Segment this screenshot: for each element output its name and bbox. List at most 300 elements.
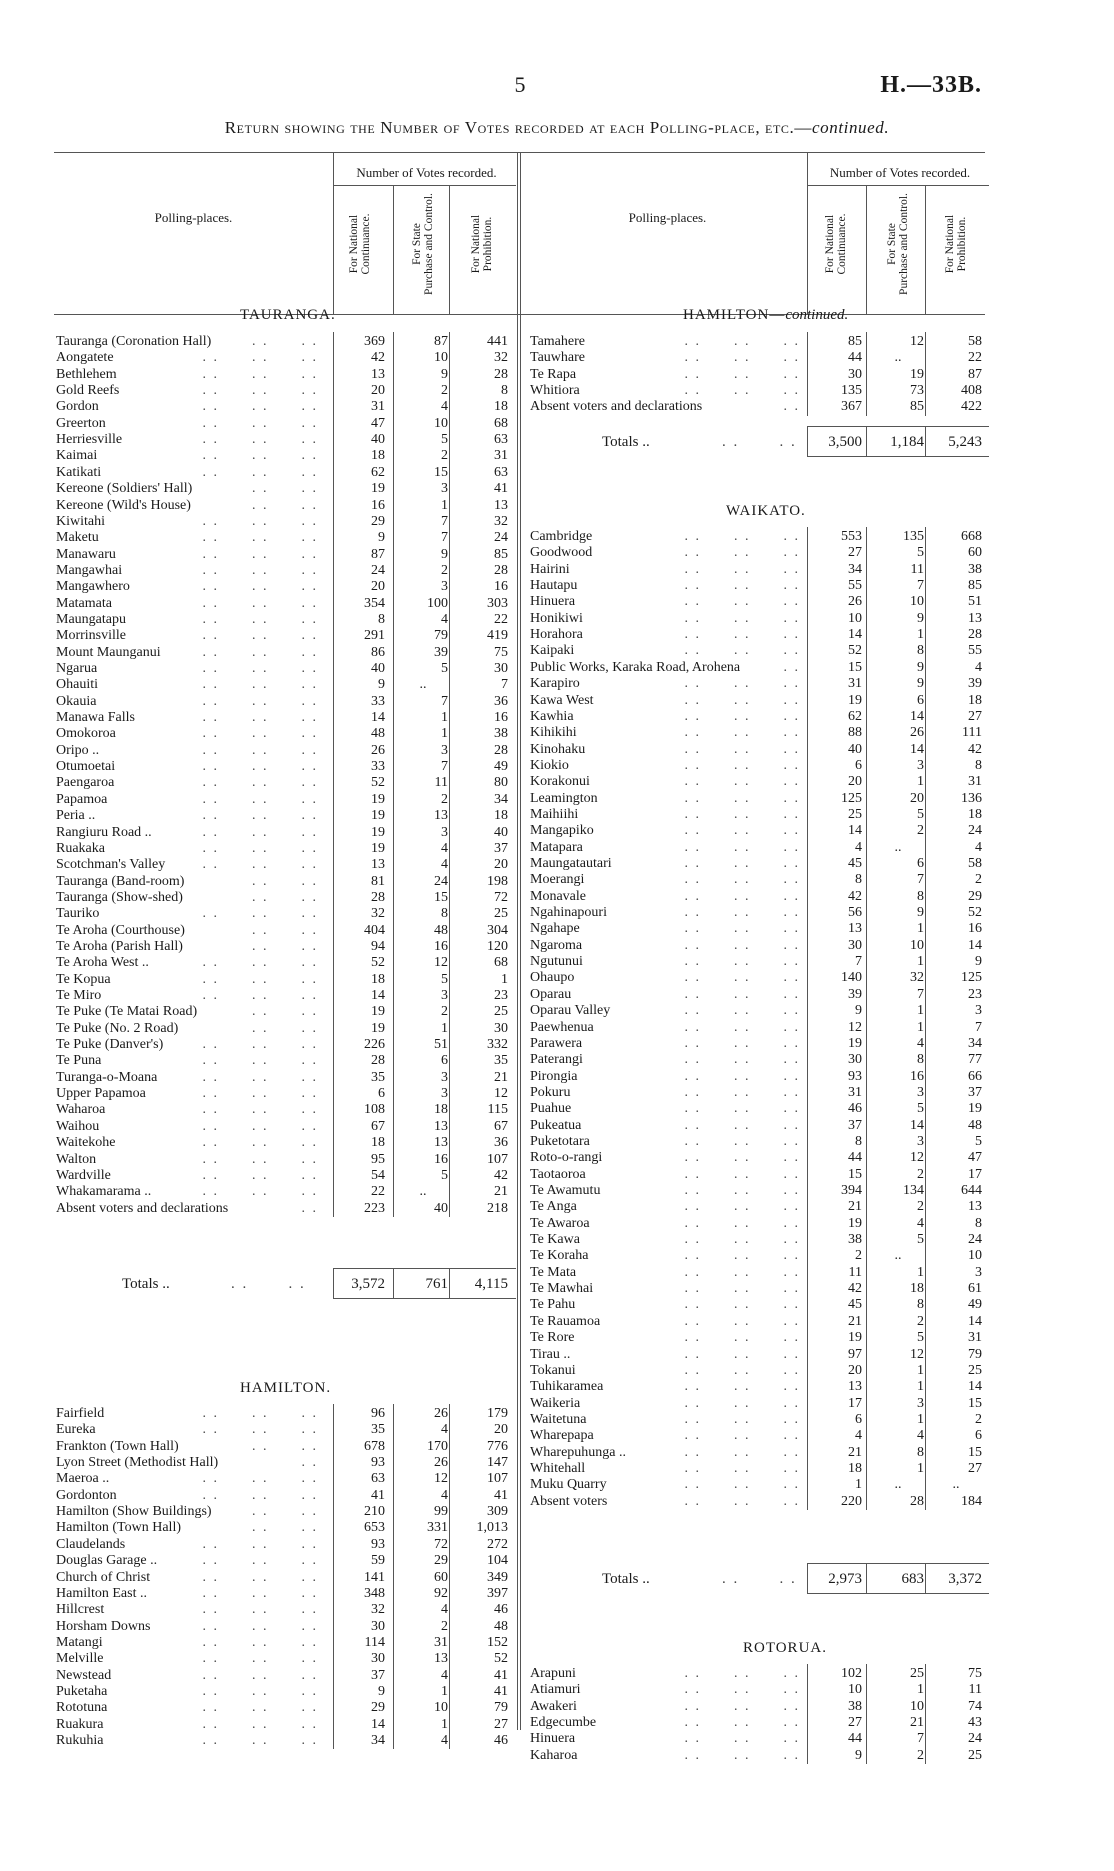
polling-place-name: Kereone (Wild's House) [56,497,191,513]
vote-count-col2: 3 [441,742,448,758]
divider-line-left [517,152,518,1730]
polling-place-name: Te Awaroa [530,1215,590,1231]
dot-leader: . . . . . . [202,1422,318,1438]
vote-count-col1: 42 [371,350,385,366]
dot-leader: . . . . . . [202,611,318,627]
polling-place-name: Kawa West [530,692,594,708]
left-tauranga-row [56,1070,512,1086]
polling-place-name: Frankton (Town Hall) [56,1438,179,1454]
polling-place-name: Pirongia [530,1068,578,1084]
dot-leader: . . . . . . [684,1003,800,1019]
vote-count-col3: 1 [501,971,508,987]
vote-count-col1: 21 [848,1444,862,1460]
dot-leader: . . . . . . [202,726,318,742]
vote-count-col3: 15 [968,1395,982,1411]
dot-leader: . . . . . . [684,1199,800,1215]
vote-count-col2: 9 [441,546,448,562]
vote-count-col2: 72 [434,1536,448,1552]
polling-place-name: Te Mata [530,1264,577,1280]
vote-count-col2: 26 [434,1406,448,1421]
vote-count-col3: 7 [975,1019,982,1035]
dot-leader: . . . . [251,334,318,349]
dot-leader: . . . . . . [684,1379,800,1395]
vote-count-col3: 422 [961,399,982,415]
polling-place-name: Te Kopua [56,971,111,987]
polling-place-name: Te Pahu [530,1297,576,1313]
vote-count-col2: 32 [910,970,924,986]
left-col-header-text-3: For National Prohibition. [469,214,494,274]
polling-place-name: Maungatautari [530,856,612,871]
left-tauranga-row [56,481,512,497]
left-hamilton-row [56,1406,512,1422]
dot-leader: . . . . . . [684,1428,800,1444]
left-tauranga-row [56,923,512,939]
vote-count-col2: 1 [441,1683,448,1699]
vote-count-col3: 120 [487,938,508,954]
left-tauranga-row [56,874,512,890]
right-waikato-row [530,791,985,807]
vote-count-col3: 15 [968,1444,982,1460]
left-tauranga-totals-col-rule-3 [449,1268,450,1298]
left-col-header-text-2: For State Purchase and Control. [411,193,435,295]
dot-leader: . . . . . . [684,610,800,626]
dot-leader: . . . . [722,434,797,450]
left-tauranga-row [56,661,512,677]
vote-count-col2: 2 [917,1313,924,1329]
polling-place-name: Te Puke (No. 2 Road) [56,1020,179,1036]
left-tauranga-row [56,1135,512,1151]
vote-count-col2: 5 [917,1232,924,1248]
right-rotorua-col-rule-1 [807,1664,808,1764]
totals-label: Totals .. [122,1276,170,1292]
vote-count-col2: 8 [917,1444,924,1460]
left-tauranga-row [56,399,512,415]
left-col-rule-2 [393,185,394,314]
left-tauranga-row [56,383,512,399]
vote-count-col1: 14 [371,710,385,726]
left-tauranga-row [56,612,512,628]
dot-leader: . . . . . . [202,1118,318,1134]
dot-leader: . . . . . . [202,1037,318,1053]
vote-count-col3: 22 [968,350,982,366]
dot-leader: . . . . [251,481,318,497]
vote-count-col1: 22 [371,1184,385,1200]
right-waikato-row [530,660,985,676]
vote-count-col2: 11 [434,775,448,791]
polling-place-name: Maungatapu [56,611,126,627]
vote-count-col3: 25 [494,1004,508,1020]
vote-count-col2: 7 [917,578,924,594]
polling-place-name: Te Rore [530,1330,575,1346]
vote-count-col1: 29 [371,513,385,529]
polling-place-name: Whitiora [530,383,580,399]
polling-place-name: Ruakura [56,1716,104,1732]
dot-leader: . . . . . . [202,350,318,366]
dot-leader: . . . . . . [202,971,318,987]
polling-place-name: Absent voters and declarations [56,1200,229,1216]
vote-count-col1: 348 [364,1585,385,1601]
dot-leader: . . . . . . [684,643,800,659]
polling-place-name: Te Rapa [530,366,577,382]
vote-count-col1: 34 [371,1733,385,1748]
vote-count-col2: 20 [910,790,924,806]
vote-count-col3: 36 [494,693,508,709]
vote-count-col3: 25 [494,906,508,922]
polling-place-name: Te Aroha (Parish Hall) [56,938,183,954]
dot-leader: . . . . . . [684,627,800,643]
left-tauranga-totals-col-rule-1 [333,1268,334,1298]
polling-place-name: Tauranga (Coronation Hall) [56,334,212,349]
vote-count-col3: 60 [968,545,982,561]
dot-leader: . . . . . . [684,905,800,921]
polling-place-name: Whitehall [530,1460,586,1476]
vote-count-col2: 7 [441,759,448,775]
dot-leader: . . . . . . [202,693,318,709]
left-tauranga-totals-col-rule-2 [393,1268,394,1298]
polling-place-name: Kaimai [56,448,98,464]
vote-count-col2: 16 [910,1068,924,1084]
vote-count-col2: 12 [434,955,448,971]
dot-leader: . . . . . . [202,1069,318,1085]
right-waikato-row [530,1036,985,1052]
dot-leader: . . . . . . [202,415,318,431]
polling-place-name: Leamington [530,790,598,806]
vote-count-col1: 140 [841,970,862,986]
dot-leader: . . . . . . [684,806,800,822]
vote-count-col2: 4 [441,840,448,856]
right-waikato-row [530,987,985,1003]
dot-leader: . . . . . . [202,546,318,562]
polling-place-name: Tamahere [530,334,585,349]
right-waikato-row [530,578,985,594]
vote-count-col2: 15 [434,889,448,905]
dot-leader: . . . . . . [684,741,800,757]
vote-count-col3: 23 [968,986,982,1002]
polling-place-name: Paewhenua [530,1019,594,1035]
right-col-rule-3 [925,185,926,314]
vote-count-col1: 291 [364,628,385,644]
left-tauranga-row [56,628,512,644]
vote-count-col3: 32 [494,350,508,366]
left-tauranga-row [56,416,512,432]
dot-leader: . . . . . . [684,1313,800,1329]
dot-leader: . . . . . . [202,710,318,726]
vote-count-col1: 30 [848,1052,862,1068]
totals-label: Totals .. [602,434,650,450]
vote-count-col3: 309 [487,1504,508,1520]
dot-leader: . . . . . . [684,1150,800,1166]
right-waikato-row [530,643,985,659]
vote-count-col1: 30 [371,1618,385,1634]
vote-count-col2: 3 [441,1086,448,1102]
dot-leader: . . . . . . [202,661,318,676]
left-col-rule-3 [449,185,450,314]
polling-place-name: Okauia [56,693,97,709]
left-hamilton-row [56,1488,512,1504]
right-hamilton_cont-row [530,367,985,383]
right-polling-places-header: Polling-places. [628,210,707,225]
vote-count-col3: 16 [494,579,508,595]
right-waikato-row [530,1347,985,1363]
vote-count-col1: 81 [371,873,385,889]
polling-place-name: Turanga-o-Moana [56,1069,158,1085]
left-tauranga-row [56,1168,512,1184]
vote-count-col2: 60 [434,1569,448,1585]
left-col-header-3 [471,196,493,292]
vote-count-col1: 28 [371,1053,385,1069]
vote-count-col1: 9 [378,677,385,693]
dot-leader: . . . . . . [684,856,800,871]
dot-leader: . . . . . . [202,399,318,415]
dot-leader: . . . . . . [202,1553,318,1569]
vote-count-col1: 18 [371,971,385,987]
vote-count-col1: 9 [855,1747,862,1763]
vote-count-col1: 33 [371,759,385,775]
vote-count-col3: 18 [968,806,982,822]
vote-count-col2: 13 [434,1118,448,1134]
vote-count-col3: 48 [968,1117,982,1133]
polling-place-name: Tuhikaramea [530,1379,604,1395]
polling-place-name: Gold Reefs [56,383,120,399]
vote-count-col2: 14 [910,708,924,724]
dot-leader: . . . . . . [202,824,318,840]
right-waikato-row [530,1297,985,1313]
vote-count-col1: 125 [841,790,862,806]
vote-count-col3: 28 [494,562,508,578]
vote-count-col2: 40 [434,1200,448,1216]
dot-leader: . . . . . . [684,1395,800,1411]
vote-count-col2: 85 [910,399,924,415]
left-hamilton-row [56,1537,512,1553]
vote-count-col3: 10 [968,1248,982,1264]
vote-count-col3: 22 [494,611,508,627]
vote-count-col2: 5 [441,1167,448,1183]
vote-count-col3: 28 [494,366,508,382]
right-waikato-row [530,1183,985,1199]
polling-place-name: Rototuna [56,1700,108,1716]
left-col-header-2 [411,193,435,295]
vote-count-col1: 19 [371,808,385,824]
polling-place-name: Wharepapa [530,1428,594,1444]
vote-count-col3: 75 [494,644,508,660]
vote-count-col1: 7 [855,954,862,970]
polling-place-name: Honikiwi [530,610,583,626]
right-hamilton_cont-col-rule-2 [866,332,867,416]
right-waikato-row [530,709,985,725]
dot-leader: . . [783,659,800,675]
right-hamilton_cont-totals-rule-bottom [807,456,989,457]
dot-leader: . . . . . . [202,1406,318,1421]
vote-count-col1: 41 [371,1487,385,1503]
polling-place-name: Wharepuhunga .. [530,1444,627,1460]
dot-leader: . . . . . . [202,464,318,480]
right-waikato-row [530,1248,985,1264]
polling-place-name: Ngahape [530,921,580,937]
polling-place-name: Horahora [530,627,583,643]
dot-leader: . . . . . . [684,1248,800,1264]
polling-place-name: Tokanui [530,1362,576,1378]
vote-count-col2: 31 [434,1634,448,1650]
vote-count-col2: .. [419,677,427,693]
vote-count-col3: 66 [968,1068,982,1084]
vote-count-col2: 7 [917,872,924,888]
vote-count-col1: 9 [855,1003,862,1019]
vote-count-col2: 7 [441,693,448,709]
vote-count-col3: 4 [975,839,982,855]
vote-count-col1: 19 [371,791,385,807]
vote-count-col1: 15 [848,659,862,675]
dot-leader: . . . . . . [684,1117,800,1133]
vote-count-col1: 9 [378,1683,385,1699]
vote-count-col3: 58 [968,856,982,871]
right-waikato-row [530,1396,985,1412]
vote-count-col2: 25 [910,1666,924,1681]
dot-leader: . . . . . . [202,955,318,971]
right-waikato-row [530,807,985,823]
vote-count-col3: 67 [494,1118,508,1134]
vote-count-col1: 40 [371,661,385,676]
vote-count-col1: 14 [848,627,862,643]
left-tauranga-row [56,645,512,661]
vote-count-col2: 1 [441,710,448,726]
vote-count-col3: 147 [487,1455,508,1471]
vote-count-col1: 21 [848,1199,862,1215]
vote-count-col2: 7 [917,1731,924,1747]
vote-count-col1: 16 [371,497,385,513]
dot-leader: . . . . . . [202,808,318,824]
polling-place-name: Katikati [56,464,102,480]
vote-count-col1: 18 [371,448,385,464]
vote-count-col1: 20 [848,774,862,790]
vote-count-col1: 32 [371,906,385,922]
right-waikato-row [530,1232,985,1248]
vote-count-col3: 9 [975,954,982,970]
vote-count-col3: 27 [968,708,982,724]
vote-count-col2: 2 [917,1166,924,1182]
vote-count-col1: 18 [371,1135,385,1151]
vote-count-col3: 28 [494,742,508,758]
polling-place-name: Maketu [56,530,99,546]
vote-count-col2: 3 [441,1069,448,1085]
polling-place-name: Paengaroa [56,775,115,791]
polling-place-name: Ngahinapouri [530,905,607,921]
left-col-header-text-1: For National Continuance. [348,213,372,275]
dot-leader: . . . . . . [684,1346,800,1362]
vote-count-col3: 35 [494,1053,508,1069]
polling-place-name: Church of Christ [56,1569,151,1585]
vote-count-col3: 42 [968,741,982,757]
vote-count-col2: 3 [917,1133,924,1149]
vote-count-col1: 67 [371,1118,385,1134]
vote-count-col3: 179 [487,1406,508,1421]
polling-place-name: Newstead [56,1667,112,1683]
vote-count-col2: 1 [917,1003,924,1019]
left-col-header-1 [349,196,371,292]
total-col3: 5,243 [948,434,982,450]
vote-count-col3: 18 [968,692,982,708]
left-tauranga-row [56,1152,512,1168]
polling-place-name: Hillcrest [56,1602,105,1618]
dot-leader: . . . . . . [684,383,800,399]
right-hamilton_cont-row [530,334,985,350]
vote-count-col3: 20 [494,857,508,873]
vote-count-col1: 9 [378,530,385,546]
dot-leader: . . . . . . [684,1330,800,1346]
left-tauranga-row [56,841,512,857]
vote-count-col3: 20 [494,1422,508,1438]
polling-place-name: Kiokio [530,757,569,773]
left-tauranga-row [56,1201,512,1217]
dot-leader: . . . . . . [684,594,800,610]
vote-count-col2: 12 [910,1346,924,1362]
vote-count-col1: 11 [848,1264,862,1280]
polling-place-name: Mangapiko [530,823,594,839]
vote-count-col3: 32 [494,513,508,529]
vote-count-col1: 135 [841,383,862,399]
vote-count-col2: .. [894,1248,902,1264]
vote-count-col1: 20 [371,383,385,399]
polling-place-name: Kihikihi [530,725,577,741]
right-waikato-row [530,1281,985,1297]
polling-place-name: Tauwhare [530,350,585,366]
vote-count-col3: 48 [494,1618,508,1634]
right-waikato-row [530,627,985,643]
vote-count-col2: 2 [917,1747,924,1763]
polling-place-name: Waihou [56,1118,100,1134]
polling-place-name: Te Koraha [530,1248,589,1264]
right-rotorua-col-rule-3 [925,1664,926,1764]
vote-count-col2: 16 [434,1151,448,1167]
left-hamilton-row [56,1570,512,1586]
vote-count-col1: 37 [848,1117,862,1133]
vote-count-col1: 44 [848,1150,862,1166]
vote-count-col2: 8 [917,1297,924,1313]
dot-leader: . . . . . . [202,530,318,546]
dot-leader: . . . . . . [684,823,800,839]
vote-count-col1: 19 [848,1035,862,1051]
dot-leader: . . . . . . [684,1666,800,1681]
right-waikato-row [530,1494,985,1510]
vote-count-col3: 18 [494,808,508,824]
polling-place-name: Scotchman's Valley [56,857,166,873]
left-tauranga-row [56,710,512,726]
right-waikato-row [530,1445,985,1461]
right-waikato-row [530,823,985,839]
dot-leader: . . . . . . [202,1634,318,1650]
polling-place-name: Moerangi [530,872,585,888]
right-waikato-section-title: WAIKATO. [726,503,806,519]
vote-count-col2: 4 [441,1733,448,1748]
vote-count-col1: 88 [848,725,862,741]
dot-leader: . . . . . . [202,1151,318,1167]
vote-count-col2: 331 [427,1520,448,1536]
vote-count-col2: 10 [434,415,448,431]
dot-leader: . . . . . . [684,986,800,1002]
left-hamilton-row [56,1717,512,1733]
polling-place-name: Hinuera [530,1731,576,1747]
dot-leader: . . . . [252,1504,318,1520]
right-col-header-text-2: For State Purchase and Control. [886,193,910,295]
right-waikato-row [530,1150,985,1166]
dot-leader: . . . . [251,497,318,513]
dot-leader: . . . . . . [202,1471,318,1487]
polling-place-name: Te Anga [530,1199,577,1215]
polling-place-name: Puahue [530,1101,572,1117]
dot-leader: . . . . . . [202,840,318,856]
dot-leader: . . . . . . [684,708,800,724]
polling-place-name: Tauranga (Band-room) [56,873,185,889]
vote-count-col3: 397 [487,1585,508,1601]
